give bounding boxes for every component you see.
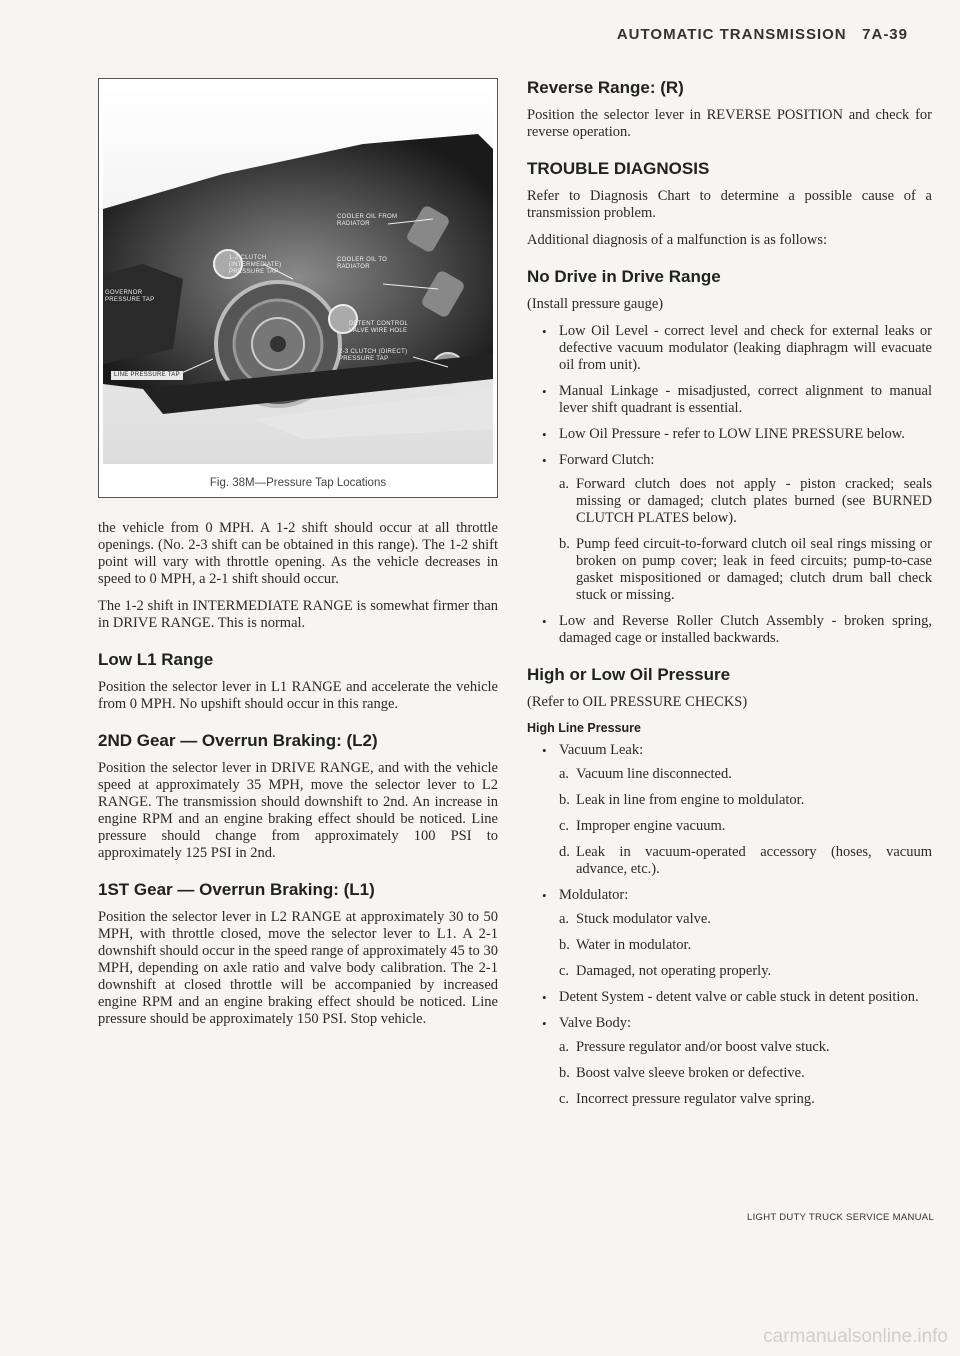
sub-item	[559, 937, 932, 954]
heading-no-drive: No Drive in Drive Range	[527, 267, 721, 286]
list-item-text: Valve Body:	[559, 1015, 632, 1031]
paragraph: Position the selector lever in DRIVE RANGE, and with the vehicle speed at approximately 35 MPH, move the selector lever to L2 RANGE. The transmission should downshift to 2nd. An increase in engine RPM and an engine braking effect should be noticed. Line pressure should change from approximately 100 PSI to approximately 125 PSI in 2nd.	[98, 760, 498, 861]
sub-item	[559, 1091, 932, 1108]
sub-item	[559, 1039, 932, 1056]
list-item: • Low Oil Level - correct level and check for external leaks or defective vacuum modulator (leaking diaphragm will evacuate oil from unit).	[542, 323, 932, 374]
sub-text: Water in modulator.	[576, 937, 692, 953]
sub-text: Pump feed circuit-to-forward clutch oil seal rings missing or broken on pump cover; leak in feed circuits; pump-to-case gasket mispositioned or damaged; clutch drum ball check stuck or missing.	[576, 536, 932, 603]
sub-item	[559, 844, 932, 878]
sub-item	[559, 1065, 932, 1082]
sub-text: Damaged, not operating properly.	[576, 963, 772, 979]
list-item: • Low and Reverse Roller Clutch Assembly - broken spring, damaged cage or installed backwards.	[542, 613, 932, 647]
header-title: AUTOMATIC TRANSMISSION	[616, 26, 847, 43]
callout-clutch23: 2-3 CLUTCH (DIRECT) PRESSURE TAP	[339, 349, 408, 362]
figure-caption: Fig. 38M—Pressure Tap Locations	[209, 477, 387, 489]
transmission-photo	[103, 89, 493, 464]
heading-2nd-gear: 2ND Gear — Overrun Braking: (L2)	[98, 731, 378, 750]
sub-item	[559, 766, 932, 783]
sublist	[559, 911, 932, 980]
sub-letter: c.	[559, 1091, 570, 1107]
paragraph: the vehicle from 0 MPH. A 1-2 shift should occur at all throttle openings. (No. 2-3 shift can be obtained in this range). The 1-2 shift point will vary with throttle opening. As the vehicle decreases in speed to 0 MPH, a 2-1 shift should occur.	[98, 520, 498, 587]
paragraph: Position the selector lever in REVERSE POSITION and check for reverse operation.	[527, 107, 932, 140]
right-column	[527, 78, 932, 1117]
list-high-line	[527, 742, 932, 1108]
sub-item	[559, 536, 932, 604]
sub-item	[559, 911, 932, 928]
list-no-drive	[527, 323, 932, 647]
callout-detent: DETENT CONTROL VALVE WIRE HOLE	[349, 321, 408, 334]
sub-letter: b.	[559, 1065, 570, 1081]
paragraph: Position the selector lever in L1 RANGE and accelerate the vehicle from 0 MPH. No upshift should occur in this range.	[98, 679, 498, 712]
heading-trouble-diagnosis: TROUBLE DIAGNOSIS	[527, 159, 710, 178]
callout-clutch12: 1-2 CLUTCH (INTERMEDIATE) PRESSURE TAP	[229, 255, 282, 275]
sublist	[559, 1039, 932, 1108]
list-item	[542, 1015, 932, 1108]
heading-low-l1: Low L1 Range	[98, 650, 214, 669]
sub-text: Vacuum line disconnected.	[576, 766, 732, 782]
sub-text: Incorrect pressure regulator valve spring.	[576, 1091, 815, 1107]
sub-letter: d.	[559, 844, 570, 860]
callout-line: LINE PRESSURE TAP	[111, 371, 183, 380]
sub-item	[559, 792, 932, 809]
sub-item	[559, 963, 932, 980]
list-item: • Detent System - detent valve or cable stuck in detent position.	[542, 989, 932, 1006]
paragraph: Refer to Diagnosis Chart to determine a possible cause of a transmission problem.	[527, 188, 932, 221]
sub-text: Boost valve sleeve broken or defective.	[576, 1065, 805, 1081]
sub-letter: b.	[559, 937, 570, 953]
list-item-text: Moldulator:	[559, 887, 629, 903]
list-item: • Low Oil Pressure - refer to LOW LINE PRESSURE below.	[542, 426, 932, 443]
callout-cooler-to: COOLER OIL TO RADIATOR	[337, 257, 388, 270]
list-item	[542, 742, 932, 878]
heading-high-line-pressure: High Line Pressure	[527, 721, 641, 735]
page-footer: LIGHT DUTY TRUCK SERVICE MANUAL	[747, 1212, 935, 1223]
watermark: carmanualsonline.info	[763, 1326, 948, 1347]
left-column	[98, 78, 498, 1038]
sub-letter: a.	[559, 1039, 570, 1055]
sub-letter: b.	[559, 792, 570, 808]
list-item-text: Forward Clutch:	[559, 452, 655, 468]
sub-text: Leak in line from engine to moldulator.	[576, 792, 805, 808]
paragraph: Position the selector lever in L2 RANGE at approximately 30 to 50 MPH, with throttle closed, move the selector lever to L1. A 2-1 downshift should occur in the speed range of approximately 45 to 30 MPH, depending on axle ratio and valve body calibration. The 2-1 downshift at closed throttle will be accompanied by increased engine RPM and an engine braking effect should be noticed. Line pressure should be approximately 150 PSI. Stop vehicle.	[98, 909, 498, 1027]
sub-letter: c.	[559, 818, 570, 834]
list-item	[542, 452, 932, 604]
sub-letter: c.	[559, 963, 570, 979]
sub-item	[559, 476, 932, 527]
figure-pressure-taps	[98, 78, 498, 498]
sub-text: Leak in vacuum-operated accessory (hoses, vacuum advance, etc.).	[576, 844, 932, 877]
heading-1st-gear: 1ST Gear — Overrun Braking: (L1)	[98, 880, 375, 899]
callout-governor: GOVERNOR PRESSURE TAP	[105, 290, 155, 303]
paragraph: The 1-2 shift in INTERMEDIATE RANGE is somewhat firmer than in DRIVE RANGE. This is normal.	[98, 598, 498, 631]
list-item: • Manual Linkage - misadjusted, correct alignment to manual lever shift quadrant is essential.	[542, 383, 932, 417]
sub-letter: a.	[559, 911, 570, 927]
sublist	[559, 766, 932, 878]
list-item	[542, 887, 932, 980]
sub-item	[559, 818, 932, 835]
sub-letter: a.	[559, 476, 570, 492]
heading-high-low-oil: High or Low Oil Pressure	[527, 665, 731, 684]
sub-text: Stuck modulator valve.	[576, 911, 711, 927]
sub-text: Improper engine vacuum.	[576, 818, 726, 834]
sublist	[559, 476, 932, 604]
heading-reverse: Reverse Range: (R)	[527, 78, 684, 97]
sub-letter: b.	[559, 536, 570, 552]
sub-text: Pressure regulator and/or boost valve stuck.	[576, 1039, 830, 1055]
header-page-number: 7A-39	[862, 26, 908, 43]
list-item-text: Vacuum Leak:	[559, 742, 644, 758]
sub-letter: a.	[559, 766, 570, 782]
paragraph: (Refer to OIL PRESSURE CHECKS)	[527, 694, 748, 710]
paragraph: (Install pressure gauge)	[527, 296, 664, 312]
sub-text: Forward clutch does not apply - piston cracked; seals missing or damaged; clutch plates burned (see BURNED CLUTCH PLATES below).	[576, 476, 932, 526]
callout-cooler-from: COOLER OIL FROM RADIATOR	[337, 214, 398, 227]
paragraph: Additional diagnosis of a malfunction is as follows:	[527, 232, 828, 248]
page-header	[617, 26, 908, 43]
